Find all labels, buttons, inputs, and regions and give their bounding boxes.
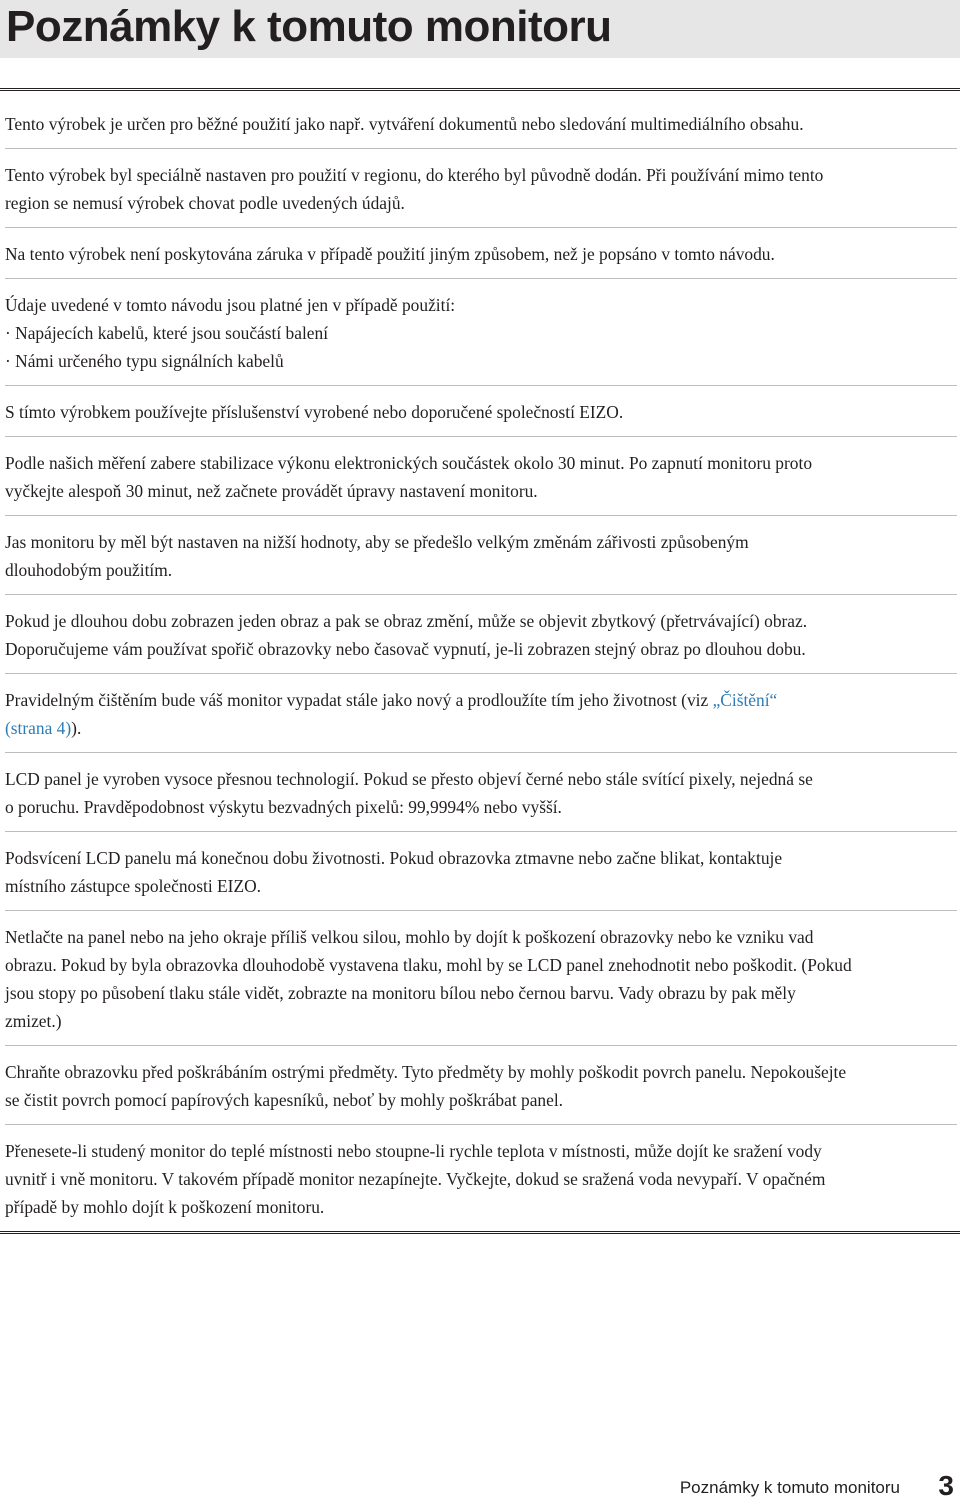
- note-paragraph-10: LCD panel je vyroben vysoce přesnou technologií. Pokud se přesto objeví černé nebo stále svítící pixely, nejedná se o poruchu. Pravděpodobnost výskytu bezvadných pixelů: 99,9994% nebo vyšší.: [5, 765, 957, 832]
- note-paragraph-3: Na tento výrobek není poskytována záruka v případě použití jiným způsobem, než je popsáno v tomto návodu.: [5, 240, 957, 279]
- bottom-divider: [0, 1231, 960, 1234]
- note-paragraph-2: Tento výrobek byl speciálně nastaven pro použití v regionu, do kterého byl původně dodán. Při používání mimo tento region se nemusí výrobek chovat podle uvedených údajů.: [5, 161, 957, 228]
- note-paragraph-11: Podsvícení LCD panelu má konečnou dobu životnosti. Pokud obrazovka ztmavne nebo začne blikat, kontaktuje místního zástupce společnosti EIZO.: [5, 844, 957, 911]
- footer-section-title: Poznámky k tomuto monitoru: [679, 1478, 900, 1497]
- title-bar: [0, 0, 960, 58]
- note-paragraph-6: Podle našich měření zabere stabilizace výkonu elektronických součástek okolo 30 minut. Po zapnutí monitoru proto vyčkejte alespoň 30 minut, než začnete provádět úpravy nastavení monitoru.: [5, 449, 957, 516]
- page-number: 3: [938, 1470, 954, 1501]
- note-paragraph-12: Netlačte na panel nebo na jeho okraje příliš velkou silou, mohlo by dojít k poškození obrazovky nebo ke vzniku vad obrazu. Pokud by byla obrazovka dlouhodobě vystavena tlaku, mohl by se LCD panel znehodnotit nebo poškodit. (Pokud jsou stopy po působení tlaku stále vidět, zobrazte na monitoru bílou nebo černou barvu. Vady obrazu by pak měly zmizet.): [5, 923, 957, 1046]
- cleaning-link[interactable]: „Čištění“: [712, 690, 778, 710]
- note-paragraph-13: Chraňte obrazovku před poškrábáním ostrými předměty. Tyto předměty by mohly poškodit povrch panelu. Nepokoušejte se čistit povrch pomocí papírových kapesníků, neboť by mohly poškrábat panel.: [5, 1058, 957, 1125]
- list-item: · Napájecích kabelů, které jsou součástí balení: [5, 323, 329, 343]
- page-4-link[interactable]: (strana 4): [5, 718, 72, 738]
- note-paragraph-7: Jas monitoru by měl být nastaven na nižší hodnoty, aby se předešlo velkým změnám zářivosti způsobeným dlouhodobým použitím.: [5, 528, 957, 595]
- note-paragraph-8: Pokud je dlouhou dobu zobrazen jeden obraz a pak se obraz změní, může se objevit zbytkový (přetrvávající) obraz. Doporučujeme vám používat spořič obrazovky nebo časovač vypnutí, je-li zobrazen stejný obraz po dlouhou dobu.: [5, 607, 957, 674]
- note-paragraph-5: S tímto výrobkem používejte příslušenství vyrobené nebo doporučené společností EIZO.: [5, 398, 957, 437]
- note-paragraph-9: Pravidelným čištěním bude váš monitor vypadat stále jako nový a prodloužíte tím jeho životnost (viz „Čištění“ (strana 4)).: [5, 686, 957, 753]
- list-item: · Námi určeného typu signálních kabelů: [5, 351, 284, 371]
- title-divider: [0, 88, 960, 91]
- page-title: Poznámky k tomuto monitoru: [6, 2, 612, 51]
- note-paragraph-1: Tento výrobek je určen pro běžné použití jako např. vytváření dokumentů nebo sledování multimediálního obsahu.: [5, 110, 957, 149]
- note-paragraph-14: Přenesete-li studený monitor do teplé místnosti nebo stoupne-li rychle teplota v místnosti, může dojít ke sražení vody uvnitř i vně monitoru. V takovém případě monitor nezapínejte. Vyčkejte, dokud se sražená voda nevypaří. V opačném případě by mohlo dojít k poškození monitoru.: [5, 1141, 826, 1217]
- note-paragraph-4: Údaje uvedené v tomto návodu jsou platné jen v případě použití: · Napájecích kabelů, které jsou součástí balení · Námi určeného typu signálních kabelů: [5, 291, 957, 386]
- notes-content: [5, 110, 957, 1243]
